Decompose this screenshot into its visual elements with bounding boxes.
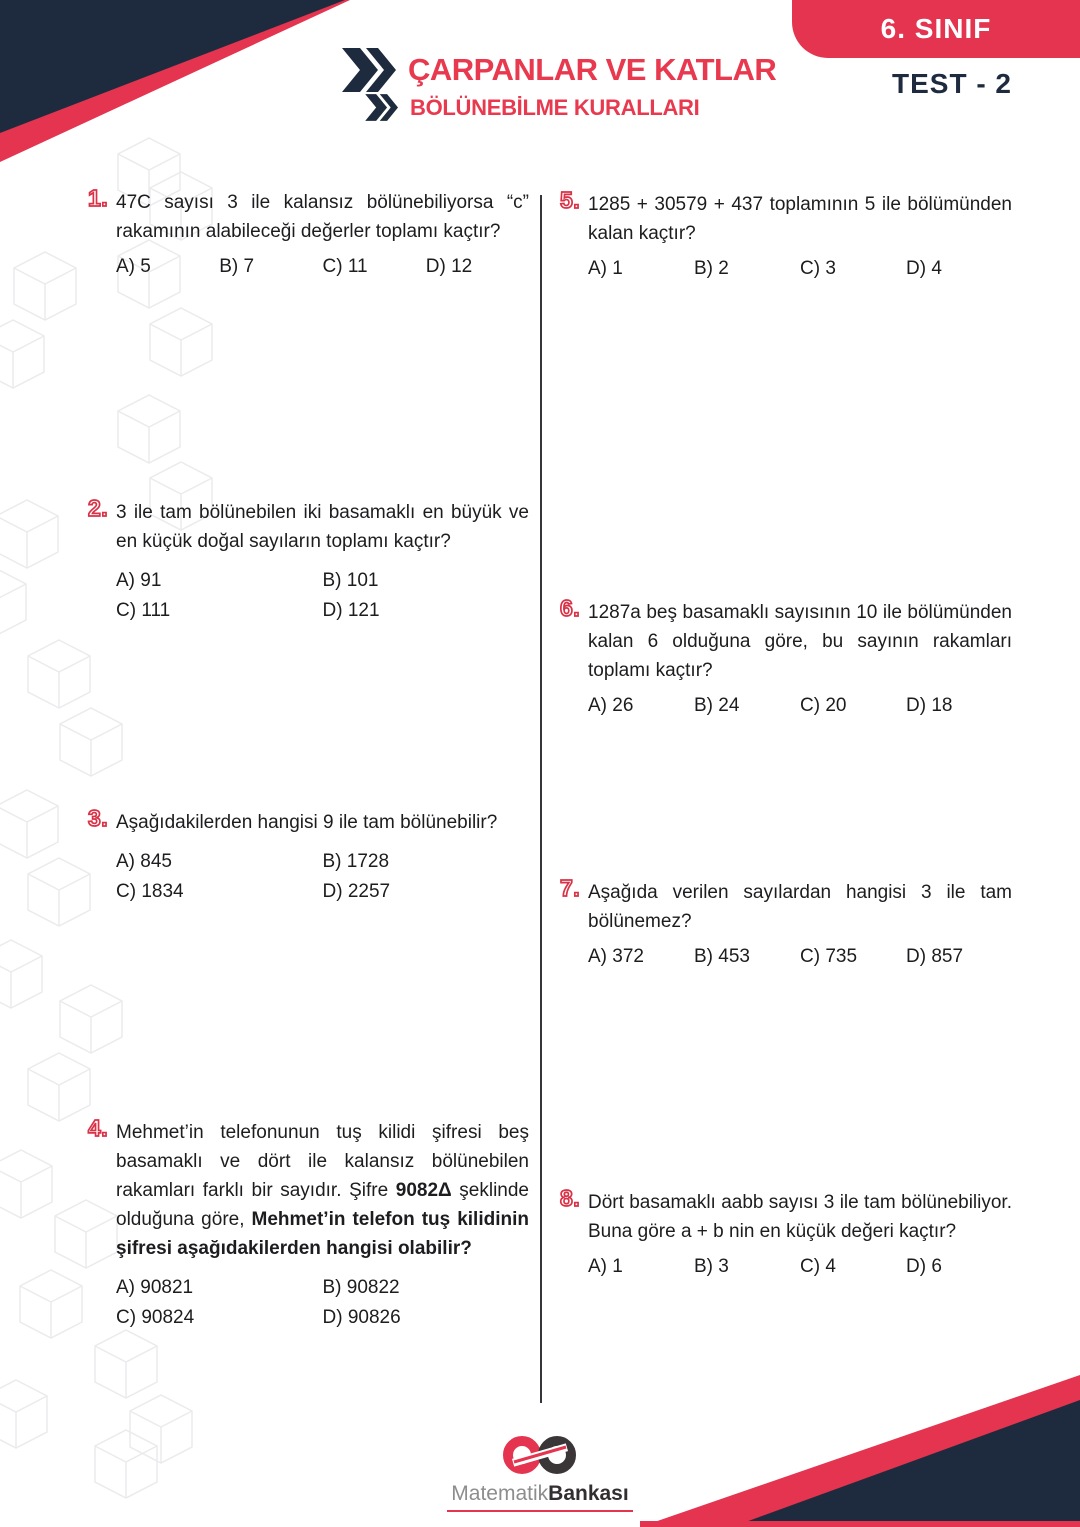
question-6 — [560, 595, 1012, 717]
question-text: Aşağıdakilerden hangisi 9 ile tam bölünebilir? — [116, 812, 498, 833]
option-c: C) 20 — [800, 695, 847, 716]
option-d: D) 90826 — [322, 1307, 401, 1328]
option-b: B) 7 — [219, 256, 255, 277]
question-options — [116, 566, 529, 626]
question-text: 1287a beş basamaklı sayısının 10 ile bölümünden kalan 6 olduğuna göre, bu sayının rakamları toplamı kaçtır? — [588, 602, 1012, 681]
question-number: 8. — [560, 1185, 581, 1211]
question-8 — [560, 1185, 1012, 1278]
question-number: 6. — [560, 595, 581, 621]
option-c: C) 3 — [800, 258, 836, 279]
brand-wordmark — [447, 1482, 632, 1512]
option-d: D) 6 — [906, 1256, 942, 1277]
infinity-icon — [496, 1430, 584, 1480]
option-b: B) 1728 — [322, 851, 390, 872]
option-d: D) 18 — [906, 695, 953, 716]
question-number: 7. — [560, 875, 581, 901]
question-number: 1. — [88, 185, 109, 211]
page-title: ÇARPANLAR VE KATLAR — [408, 52, 777, 87]
header-subtitle-row — [364, 94, 699, 121]
question-7 — [560, 875, 1012, 968]
question-text: Aşağıda verilen sayılardan hangisi 3 ile tam bölünemez? — [588, 882, 1012, 932]
brand-bold-text: Bankası — [548, 1482, 629, 1505]
option-b: B) 2 — [694, 258, 729, 279]
option-a: A) 372 — [588, 946, 644, 967]
question-text: 3 ile tam bölünebilen iki basamaklı en büyük ve en küçük doğal sayıların toplamı kaçtır? — [116, 502, 529, 552]
option-a: A) 1 — [588, 258, 623, 279]
question-1 — [88, 185, 529, 278]
option-c: C) 4 — [800, 1256, 836, 1277]
page-subtitle: BÖLÜNEBİLME KURALLARI — [410, 94, 700, 120]
option-a: A) 845 — [116, 851, 172, 872]
question-text: 1285 + 30579 + 437 toplamının 5 ile bölümünden kalan kaçtır? — [588, 194, 1012, 244]
option-d: D) 12 — [425, 256, 473, 277]
question-2 — [88, 495, 529, 626]
test-number-label: TEST - 2 — [891, 68, 1012, 99]
option-d: D) 4 — [906, 258, 942, 279]
question-options — [588, 258, 1012, 280]
question-number: 4. — [88, 1115, 109, 1141]
question-text: 47C sayısı 3 ile kalansız bölünebiliyorsa “c” rakamının alabileceği değerler toplamı kaçtır? — [116, 192, 529, 242]
question-number: 3. — [88, 805, 109, 831]
option-a: A) 90821 — [116, 1277, 194, 1298]
question-options — [588, 946, 1012, 968]
option-a: A) 91 — [116, 570, 162, 591]
question-number: 5. — [560, 187, 581, 213]
option-d: D) 121 — [322, 600, 380, 621]
header-title-row — [340, 48, 776, 92]
grade-badge — [792, 0, 1080, 58]
option-b: B) 3 — [694, 1256, 729, 1277]
question-text: Mehmet’in telefonunun tuş kilidi şifresi beş basamaklı ve dört ile kalansız bölünebilen rakamları farklı bir sayıdır. Şifre 9082Δ şeklinde olduğuna göre, Mehmet’in telefon tuş kilidinin şifresi aşağıdakilerden hangisi olabilir? — [116, 1122, 529, 1259]
option-c: C) 11 — [322, 256, 368, 277]
question-5 — [560, 187, 1012, 280]
option-a: A) 26 — [588, 695, 634, 716]
option-b: B) 24 — [694, 695, 740, 716]
option-c: C) 90824 — [116, 1307, 195, 1328]
question-3 — [88, 805, 529, 907]
option-a: A) 1 — [588, 1256, 623, 1277]
option-b: B) 101 — [322, 570, 379, 591]
option-c: C) 1834 — [116, 881, 184, 902]
question-4 — [88, 1115, 529, 1333]
double-chevron-right-icon — [340, 48, 396, 92]
grade-badge-label: 6. SINIF — [880, 13, 992, 44]
option-b: B) 90822 — [322, 1277, 400, 1298]
option-a: A) 5 — [116, 256, 151, 277]
question-options — [588, 695, 1012, 717]
option-c: C) 735 — [800, 946, 858, 967]
question-options — [116, 1273, 529, 1333]
question-options — [116, 847, 529, 907]
question-options — [588, 1256, 1012, 1278]
option-d: D) 857 — [906, 946, 964, 967]
double-chevron-right-icon — [364, 94, 398, 121]
question-options — [116, 256, 529, 278]
footer-brand — [0, 1430, 1080, 1512]
question-number: 2. — [88, 495, 109, 521]
column-divider — [540, 195, 542, 1403]
option-d: D) 2257 — [322, 881, 391, 902]
brand-light-text: Matematik — [451, 1482, 549, 1505]
question-text: Dört basamaklı aabb sayısı 3 ile tam bölünebiliyor. Buna göre a + b nin en küçük değeri kaçtır? — [588, 1192, 1012, 1242]
option-b: B) 453 — [694, 946, 750, 967]
option-c: C) 111 — [116, 600, 171, 621]
